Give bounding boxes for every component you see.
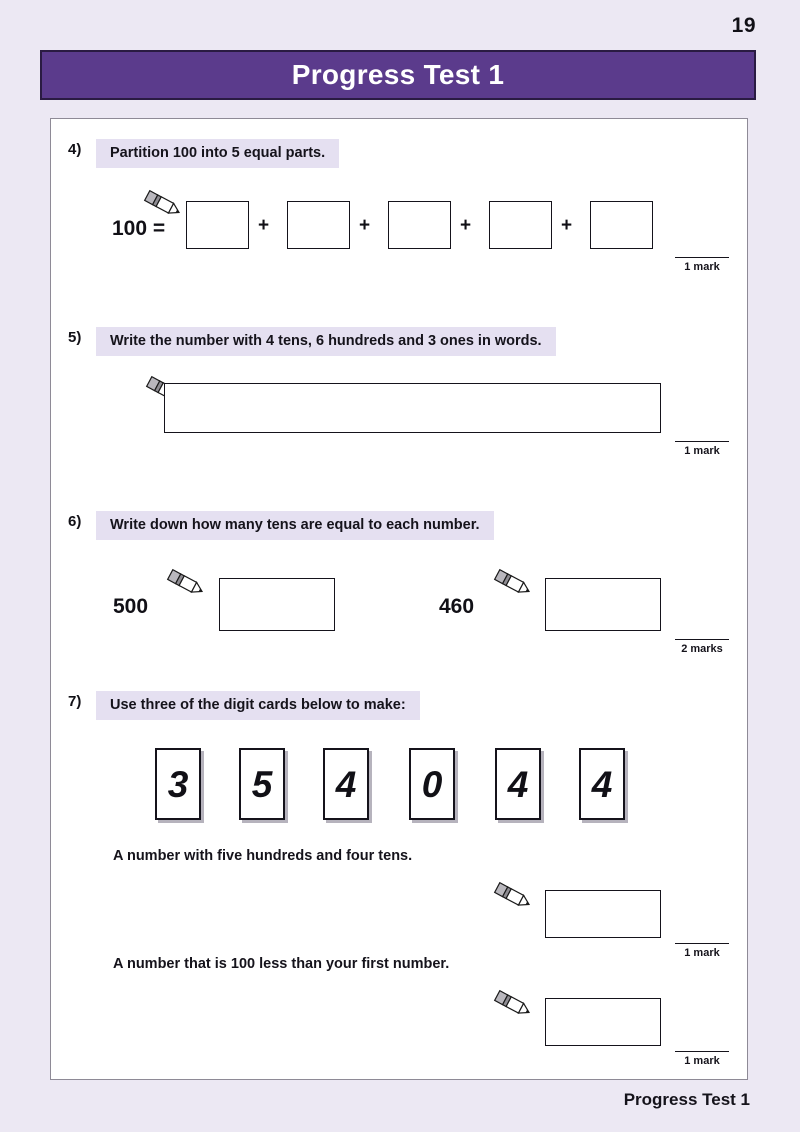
pencil-icon: [491, 881, 533, 911]
question-4-marks: [675, 257, 729, 273]
digit-card[interactable]: [239, 748, 285, 820]
question-4-answer-box-1[interactable]: [186, 201, 249, 249]
digit-card-value: 0: [421, 763, 443, 805]
digit-card-value: 4: [507, 763, 529, 805]
question-6-prompt: Write down how many tens are equal to each number.: [96, 511, 494, 540]
digit-card-value: 4: [335, 763, 357, 805]
digit-card-value: 4: [591, 763, 613, 805]
question-4-number: 4): [68, 141, 82, 158]
question-4-operator-4: +: [561, 215, 573, 236]
digit-card[interactable]: [155, 748, 201, 820]
question-6-marks: [675, 639, 729, 655]
page-number: 19: [731, 14, 756, 37]
digit-card-value: 3: [167, 763, 189, 805]
question-7-sub-2-text: A number that is 100 less than your first number.: [113, 956, 450, 972]
question-5-number: 5): [68, 329, 82, 346]
question-4-answer-box-5[interactable]: [590, 201, 653, 249]
marks-label: 1 mark: [684, 947, 720, 959]
question-6-answer-box-2[interactable]: [545, 578, 661, 631]
page-title-banner: [40, 50, 756, 100]
question-6-value-1: 500: [113, 595, 149, 618]
question-5-marks: [675, 441, 729, 457]
worksheet-card: [50, 118, 748, 1080]
question-4-answer-box-4[interactable]: [489, 201, 552, 249]
digit-card[interactable]: [323, 748, 369, 820]
question-4-operator-1: +: [258, 215, 270, 236]
marks-label: 1 mark: [684, 1055, 720, 1067]
digit-card[interactable]: [579, 748, 625, 820]
question-4-operator-3: +: [460, 215, 472, 236]
question-7-number: 7): [68, 693, 82, 710]
question-6-number: 6): [68, 513, 82, 530]
question-6-value-2: 460: [439, 595, 475, 618]
question-7-prompt: Use three of the digit cards below to make:: [96, 691, 420, 720]
question-7-sub-2-marks: [675, 1051, 729, 1067]
question-7-sub-1-text: A number with five hundreds and four tens.: [113, 848, 413, 864]
marks-label: 1 mark: [684, 261, 720, 273]
digit-card[interactable]: [409, 748, 455, 820]
marks-label: 2 marks: [681, 643, 723, 655]
question-5-answer-box[interactable]: [164, 383, 661, 433]
question-6-answer-box-1[interactable]: [219, 578, 335, 631]
question-4-operator-2: +: [359, 215, 371, 236]
digit-card-value: 5: [251, 763, 273, 805]
question-7-sub-2-answer-box[interactable]: [545, 998, 661, 1046]
marks-label: 1 mark: [684, 445, 720, 457]
pencil-icon: [164, 568, 206, 598]
page-footer: Progress Test 1: [623, 1090, 750, 1109]
question-4-prompt: Partition 100 into 5 equal parts.: [96, 139, 339, 168]
question-7-sub-1-answer-box[interactable]: [545, 890, 661, 938]
question-5-prompt: Write the number with 4 tens, 6 hundreds and 3 ones in words.: [96, 327, 556, 356]
question-4-lead-value: 100 =: [112, 217, 166, 240]
question-4-answer-box-3[interactable]: [388, 201, 451, 249]
page-title: Progress Test 1: [291, 59, 505, 90]
question-4-answer-box-2[interactable]: [287, 201, 350, 249]
question-7-sub-1-marks: [675, 943, 729, 959]
digit-card[interactable]: [495, 748, 541, 820]
pencil-icon: [491, 568, 533, 598]
pencil-icon: [491, 989, 533, 1019]
pencil-icon: [141, 189, 183, 219]
